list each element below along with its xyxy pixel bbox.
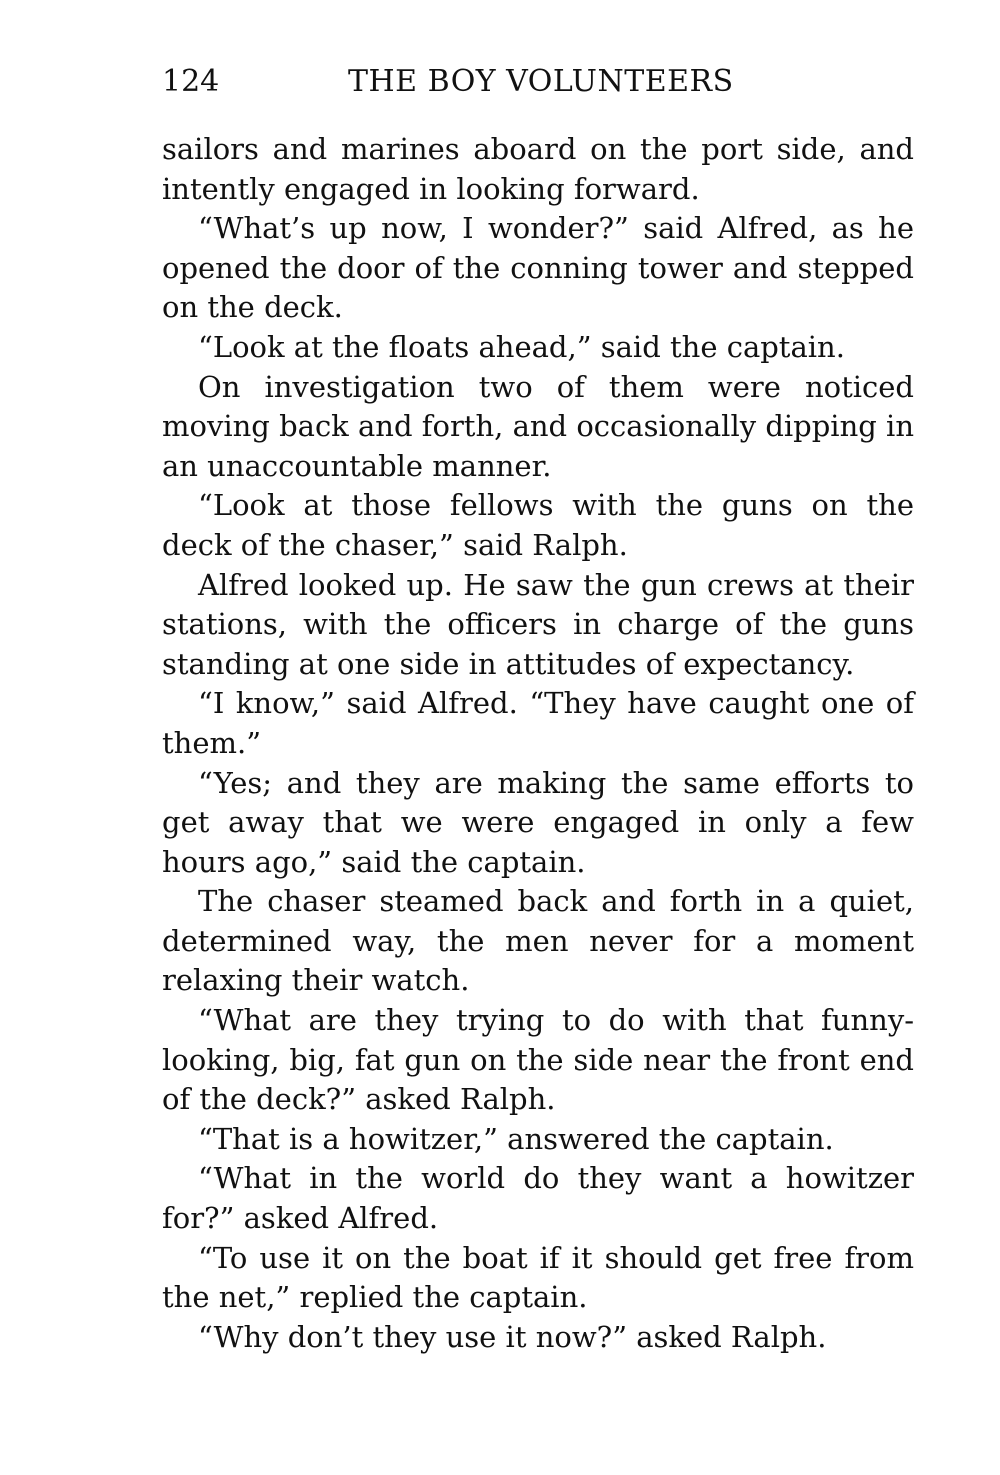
paragraph: On investigation two of them were noticed moving back and forth, and occasionally dipping in an unaccountable manner. <box>162 369 914 483</box>
paragraph: “That is a howitzer,” answered the captain. <box>198 1121 834 1156</box>
paragraph: “Yes; and they are making the same efforts to get away that we were engaged in only a few hours ago,” said the captain. <box>162 765 914 879</box>
paragraph: sailors and marines aboard on the port side, and intently engaged in looking forward. <box>162 132 914 206</box>
paragraph: “I know,” said Alfred. “They have caught one of them.” <box>162 686 914 760</box>
paragraph: “Look at the floats ahead,” said the captain. <box>198 329 845 364</box>
paragraph: “Why don’t they use it now?” asked Ralph. <box>198 1319 827 1354</box>
paragraph: “What’s up now, I wonder?” said Alfred, as he opened the door of the conning tower and stepped on the deck. <box>162 211 914 325</box>
paragraph: “Look at those fellows with the guns on the deck of the chaser,” said Ralph. <box>162 488 914 562</box>
paragraph: Alfred looked up. He saw the gun crews at their stations, with the officers in charge of the guns standing at one side in attitudes of expectancy. <box>162 567 914 681</box>
running-title: THE BOY VOLUNTEERS <box>348 64 734 99</box>
page-number: 124 <box>162 64 220 99</box>
paragraph: “What in the world do they want a howitzer for?” asked Alfred. <box>162 1161 914 1236</box>
paragraph: “What are they trying to do with that funny-looking, big, fat gun on the side near the front end of the deck?” asked Ralph. <box>162 1003 914 1117</box>
paragraph: “To use it on the boat if it should get free from the net,” replied the captain. <box>162 1240 914 1315</box>
body-text <box>162 130 914 1357</box>
page-header <box>162 58 914 106</box>
paragraph: The chaser steamed back and forth in a quiet, determined way, the men never for a moment relaxing their watch. <box>162 884 914 998</box>
